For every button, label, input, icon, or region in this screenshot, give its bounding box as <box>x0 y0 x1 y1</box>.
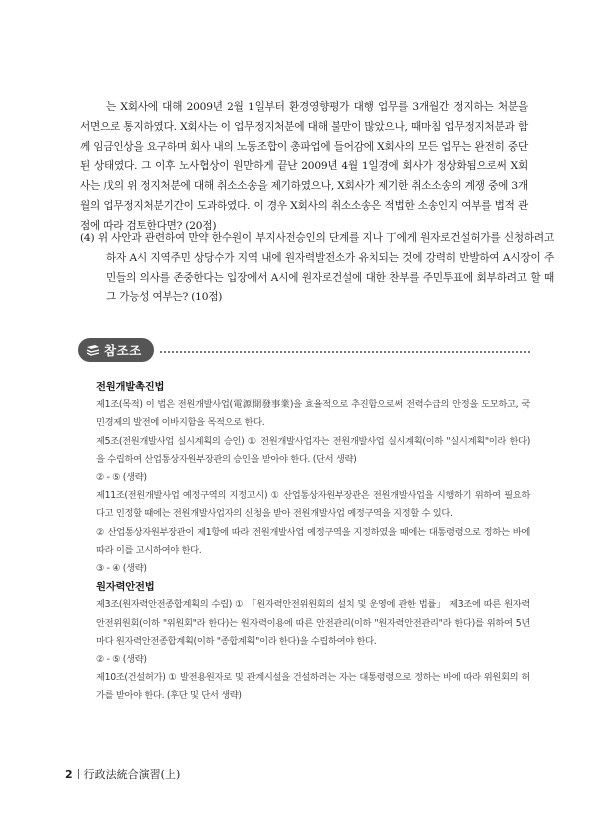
law-article: 제3조(원자력안전종합계획의 수립) ① 「원자력안전위원회의 설치 및 운영에 관한 법률」 제3조에 따른 원자력안전위원회(이하 "위원회"라 한다)는 원자력이용에 따른 안전관리(이하 "원자력안전관리"라 한다)를 위하여 5년마다 원자력안전종합계획(이하 "종합계획"이라 한다)을 수립하여야 한다. <box>96 599 530 647</box>
law-article: ② 산업통상자원부장관이 제1항에 따라 전원개발사업 예정구역을 지정하였을 때에는 대통령령으로 정하는 바에 따라 이를 고시하여야 한다. <box>96 526 530 556</box>
law-title: 원자력안전법 <box>96 581 155 594</box>
stacked-pages-icon <box>86 344 100 356</box>
law-article: 제1조(목적) 이 법은 전원개발사업(電源開發事業)을 효율적으로 추진함으로써 전력수급의 안정을 도모하고, 국민경제의 발전에 이바지함을 목적으로 한다. <box>96 399 530 429</box>
law-block <box>96 578 530 705</box>
header-dotted-rule <box>160 351 530 353</box>
reference-badge <box>78 338 154 376</box>
reference-label: 참조조문 <box>104 343 142 376</box>
law-article: ② - ⑤ (생략) <box>96 472 147 484</box>
page-number: 2 <box>65 768 73 781</box>
book-title: 行政法統合演習(上) <box>83 768 181 781</box>
law-block <box>96 378 530 578</box>
law-article: ② - ⑤ (생략) <box>96 654 147 666</box>
law-article: 제11조(전원개발사업 예정구역의 지정고시) ① 산업통상자원부장관은 전원개발사업을 시행하기 위하여 필요하다고 인정할 때에는 전원개발사업자의 신청을 받아 전원개발사업 예정구역을 지정할 수 있다. <box>96 490 530 520</box>
law-article: ③ - ④ (생략) <box>96 563 147 575</box>
question-item-4: (4) 위 사안과 관련하여 만약 한수원이 부지사전승인의 단계를 지나 丁에게 원자로건설허가를 신청하려고 하자 A시 지역주민 상당수가 지역 내에 원자력발전소가 유치되는 것에 강력히 반발하여 A시장이 주민들의 의사를 존중한다는 입장에서 A시에 원자로건설에 대한 찬부를 주민투표에 회부하려고 할 때 그 가능성 여부는? (10점) <box>80 232 554 304</box>
law-article: 제10조(건설허가) ① 발전용원자로 및 관계시설을 건설하려는 자는 대통령령으로 정하는 바에 따라 위원회의 허가를 받아야 한다. (후단 및 단서 생략) <box>96 672 530 702</box>
page-footer <box>65 766 180 780</box>
law-article: 제5조(전원개발사업 실시계획의 승인) ① 전원개발사업자는 전원개발사업 실시계획(이하 "실시계획"이라 한다)을 수립하여 산업통상자원부장관의 승인을 받아야 한다. (단서 생략) <box>96 435 530 465</box>
reference-body <box>96 378 530 706</box>
law-title: 전원개발촉진법 <box>96 381 165 393</box>
reference-section-header <box>78 335 530 376</box>
question-continuation: 는 X회사에 대해 2009년 2월 1일부터 환경영향평가 대행 업무를 3개월간 정지하는 처분을 서면으로 통지하였다. X회사는 이 업무정지처분에 대해 불만이 많았으나, 때마침 업무정지처분과 함께 임금인상을 요구하며 회사 내의 노동조합이 총파업에 들어감에 X회사의 모든 업무는 완전히 중단된 상태였다. 그 이후 노사협상이 원만하게 끝난 2009년 4월 1일경에 회사가 정상화됨으로써 X회사는 戊의 위 정지처분에 대해 취소소송을 제기하였으나, X회사가 제기한 취소소송의 계쟁 중에 3개월의 업무정지처분기간이 도과하였다. 이 경우 X회사의 취소소송은 적법한 소송인지 여부를 법적 관점에 따라 검토한다면? (20점) <box>80 101 528 232</box>
footer-divider <box>78 769 79 779</box>
